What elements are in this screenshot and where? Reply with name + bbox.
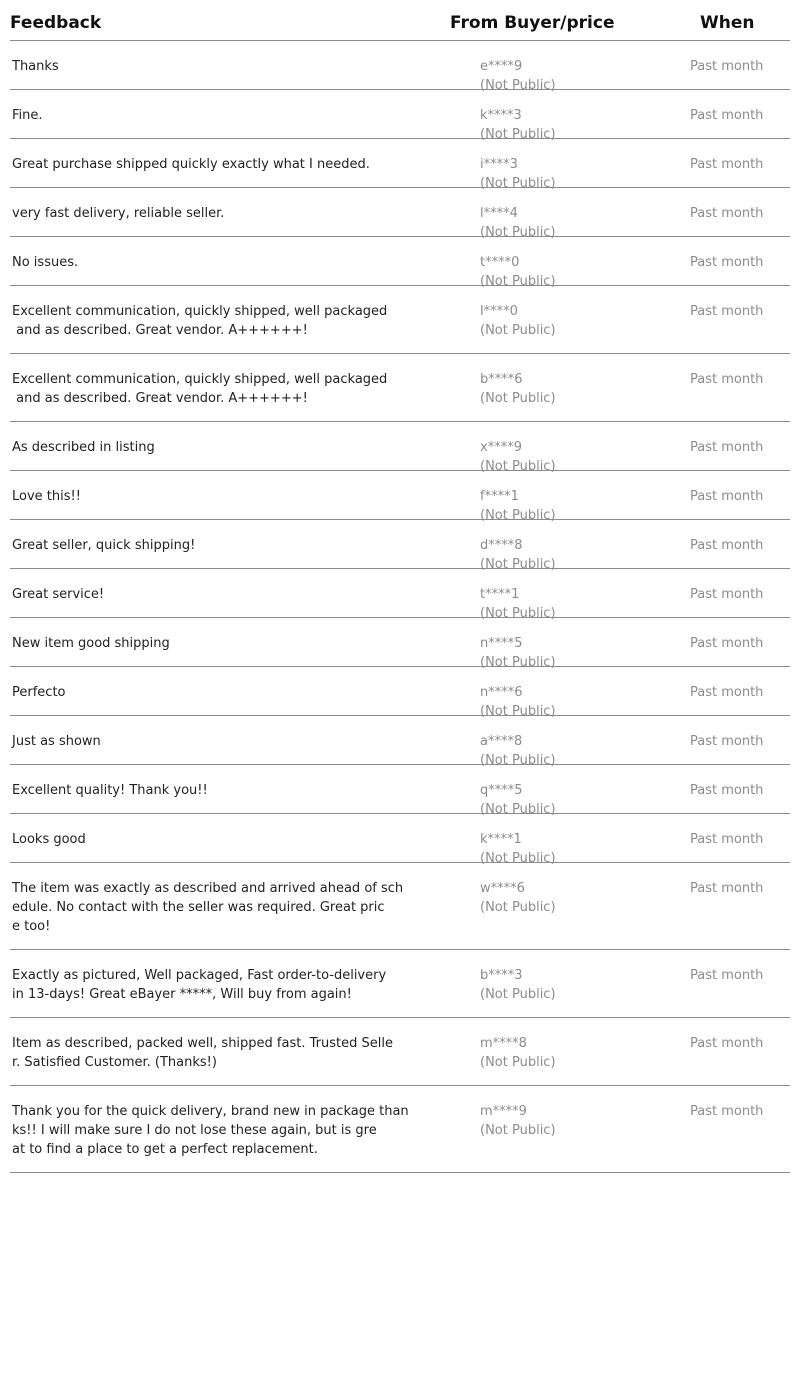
- price-note: (Not Public): [480, 78, 556, 93]
- feedback-row: [10, 354, 790, 422]
- price-note: (Not Public): [480, 753, 556, 768]
- feedback-comment: The item was exactly as described and arrived ahead of sch edule. No contact with the seller was required. Great pric e too!: [12, 881, 404, 934]
- feedback-comment: Excellent communication, quickly shipped, well packaged and as described. Great vendor. A++++++!: [12, 304, 388, 338]
- buyer-name: n****5: [480, 636, 523, 651]
- feedback-row: [10, 471, 790, 523]
- feedback-comment: Excellent communication, quickly shipped, well packaged and as described. Great vendor. A++++++!: [12, 372, 388, 406]
- header-when: When: [700, 13, 755, 33]
- buyer-name: k****1: [480, 832, 522, 847]
- feedback-row: [10, 814, 790, 866]
- feedback-row: [10, 90, 790, 142]
- feedback-row: [10, 765, 790, 817]
- feedback-row: [10, 1086, 790, 1173]
- feedback-when: Past month: [690, 372, 764, 387]
- price-note: (Not Public): [480, 459, 556, 474]
- feedback-comment: Love this!!: [12, 489, 81, 504]
- buyer-name: k****3: [480, 108, 522, 123]
- feedback-row: [10, 286, 790, 354]
- buyer-name: a****8: [480, 734, 523, 749]
- buyer-cell: [480, 1034, 640, 1072]
- price-note: (Not Public): [480, 851, 556, 866]
- feedback-comment: Thanks: [12, 59, 59, 74]
- feedback-comment: Looks good: [12, 832, 86, 847]
- header-from-buyer-price: From Buyer/price: [450, 13, 615, 33]
- feedback-when: Past month: [690, 157, 764, 172]
- feedback-comment: Excellent quality! Thank you!!: [12, 783, 208, 798]
- feedback-row: [10, 139, 790, 191]
- header-feedback: Feedback: [10, 13, 102, 33]
- price-note: (Not Public): [480, 127, 556, 142]
- feedback-comment: As described in listing: [12, 440, 155, 455]
- feedback-row: [10, 188, 790, 240]
- feedback-comment: Thank you for the quick delivery, brand new in package than ks!! I will make sure I do not lose these again, but is gre at to find a place to get a perfect replacement.: [12, 1104, 409, 1157]
- feedback-row: [10, 716, 790, 768]
- feedback-when: Past month: [690, 968, 764, 983]
- buyer-name: e****9: [480, 59, 523, 74]
- buyer-cell: [480, 879, 640, 917]
- price-note: (Not Public): [480, 391, 556, 406]
- feedback-when: Past month: [690, 587, 764, 602]
- feedback-when: Past month: [690, 59, 764, 74]
- price-note: (Not Public): [480, 987, 556, 1002]
- feedback-table: [10, 0, 790, 1173]
- price-note: (Not Public): [480, 508, 556, 523]
- feedback-row: [10, 422, 790, 474]
- price-note: (Not Public): [480, 557, 556, 572]
- buyer-name: b****3: [480, 968, 523, 983]
- feedback-comment: Fine.: [12, 108, 43, 123]
- feedback-comment: Perfecto: [12, 685, 66, 700]
- feedback-when: Past month: [690, 636, 764, 651]
- price-note: (Not Public): [480, 655, 556, 670]
- price-note: (Not Public): [480, 900, 556, 915]
- feedback-when: Past month: [690, 304, 764, 319]
- feedback-row: [10, 863, 790, 950]
- feedback-row: [10, 618, 790, 670]
- feedback-row: [10, 41, 790, 93]
- buyer-cell: [480, 966, 640, 1004]
- feedback-comment: Great seller, quick shipping!: [12, 538, 196, 553]
- price-note: (Not Public): [480, 1123, 556, 1138]
- buyer-name: d****8: [480, 538, 523, 553]
- buyer-cell: [480, 370, 640, 408]
- feedback-comment: Great service!: [12, 587, 105, 602]
- price-note: (Not Public): [480, 1055, 556, 1070]
- buyer-name: i****3: [480, 157, 518, 172]
- buyer-name: n****6: [480, 685, 523, 700]
- feedback-row: [10, 569, 790, 621]
- price-note: (Not Public): [480, 606, 556, 621]
- feedback-comment: New item good shipping: [12, 636, 170, 651]
- feedback-row: [10, 667, 790, 719]
- feedback-comment: very fast delivery, reliable seller.: [12, 206, 225, 221]
- feedback-when: Past month: [690, 734, 764, 749]
- feedback-when: Past month: [690, 685, 764, 700]
- table-header: [10, 0, 790, 41]
- price-note: (Not Public): [480, 274, 556, 289]
- buyer-name: t****0: [480, 255, 520, 270]
- feedback-when: Past month: [690, 1104, 764, 1119]
- buyer-name: w****6: [480, 881, 525, 896]
- feedback-row: [10, 1018, 790, 1086]
- buyer-name: l****4: [480, 206, 518, 221]
- feedback-comment: Item as described, packed well, shipped fast. Trusted Selle r. Satisfied Customer. (Thanks!): [12, 1036, 393, 1070]
- feedback-when: Past month: [690, 255, 764, 270]
- feedback-when: Past month: [690, 489, 764, 504]
- feedback-comment: Just as shown: [12, 734, 101, 749]
- feedback-when: Past month: [690, 108, 764, 123]
- buyer-cell: [480, 302, 640, 340]
- feedback-when: Past month: [690, 1036, 764, 1051]
- buyer-cell: [480, 1102, 640, 1140]
- feedback-when: Past month: [690, 832, 764, 847]
- feedback-row: [10, 950, 790, 1018]
- price-note: (Not Public): [480, 704, 556, 719]
- buyer-name: b****6: [480, 372, 523, 387]
- feedback-when: Past month: [690, 881, 764, 896]
- feedback-when: Past month: [690, 440, 764, 455]
- buyer-name: l****0: [480, 304, 518, 319]
- buyer-name: m****9: [480, 1104, 527, 1119]
- buyer-name: f****1: [480, 489, 519, 504]
- feedback-row: [10, 237, 790, 289]
- feedback-row: [10, 520, 790, 572]
- price-note: (Not Public): [480, 225, 556, 240]
- feedback-comment: Exactly as pictured, Well packaged, Fast order-to-delivery in 13-days! Great eBayer *****, Will buy from again!: [12, 968, 387, 1002]
- buyer-name: t****1: [480, 587, 520, 602]
- price-note: (Not Public): [480, 176, 556, 191]
- buyer-name: m****8: [480, 1036, 527, 1051]
- buyer-name: x****9: [480, 440, 522, 455]
- buyer-name: q****5: [480, 783, 523, 798]
- feedback-comment: No issues.: [12, 255, 79, 270]
- price-note: (Not Public): [480, 323, 556, 338]
- feedback-when: Past month: [690, 538, 764, 553]
- price-note: (Not Public): [480, 802, 556, 817]
- feedback-when: Past month: [690, 783, 764, 798]
- feedback-when: Past month: [690, 206, 764, 221]
- feedback-comment: Great purchase shipped quickly exactly what I needed.: [12, 157, 370, 172]
